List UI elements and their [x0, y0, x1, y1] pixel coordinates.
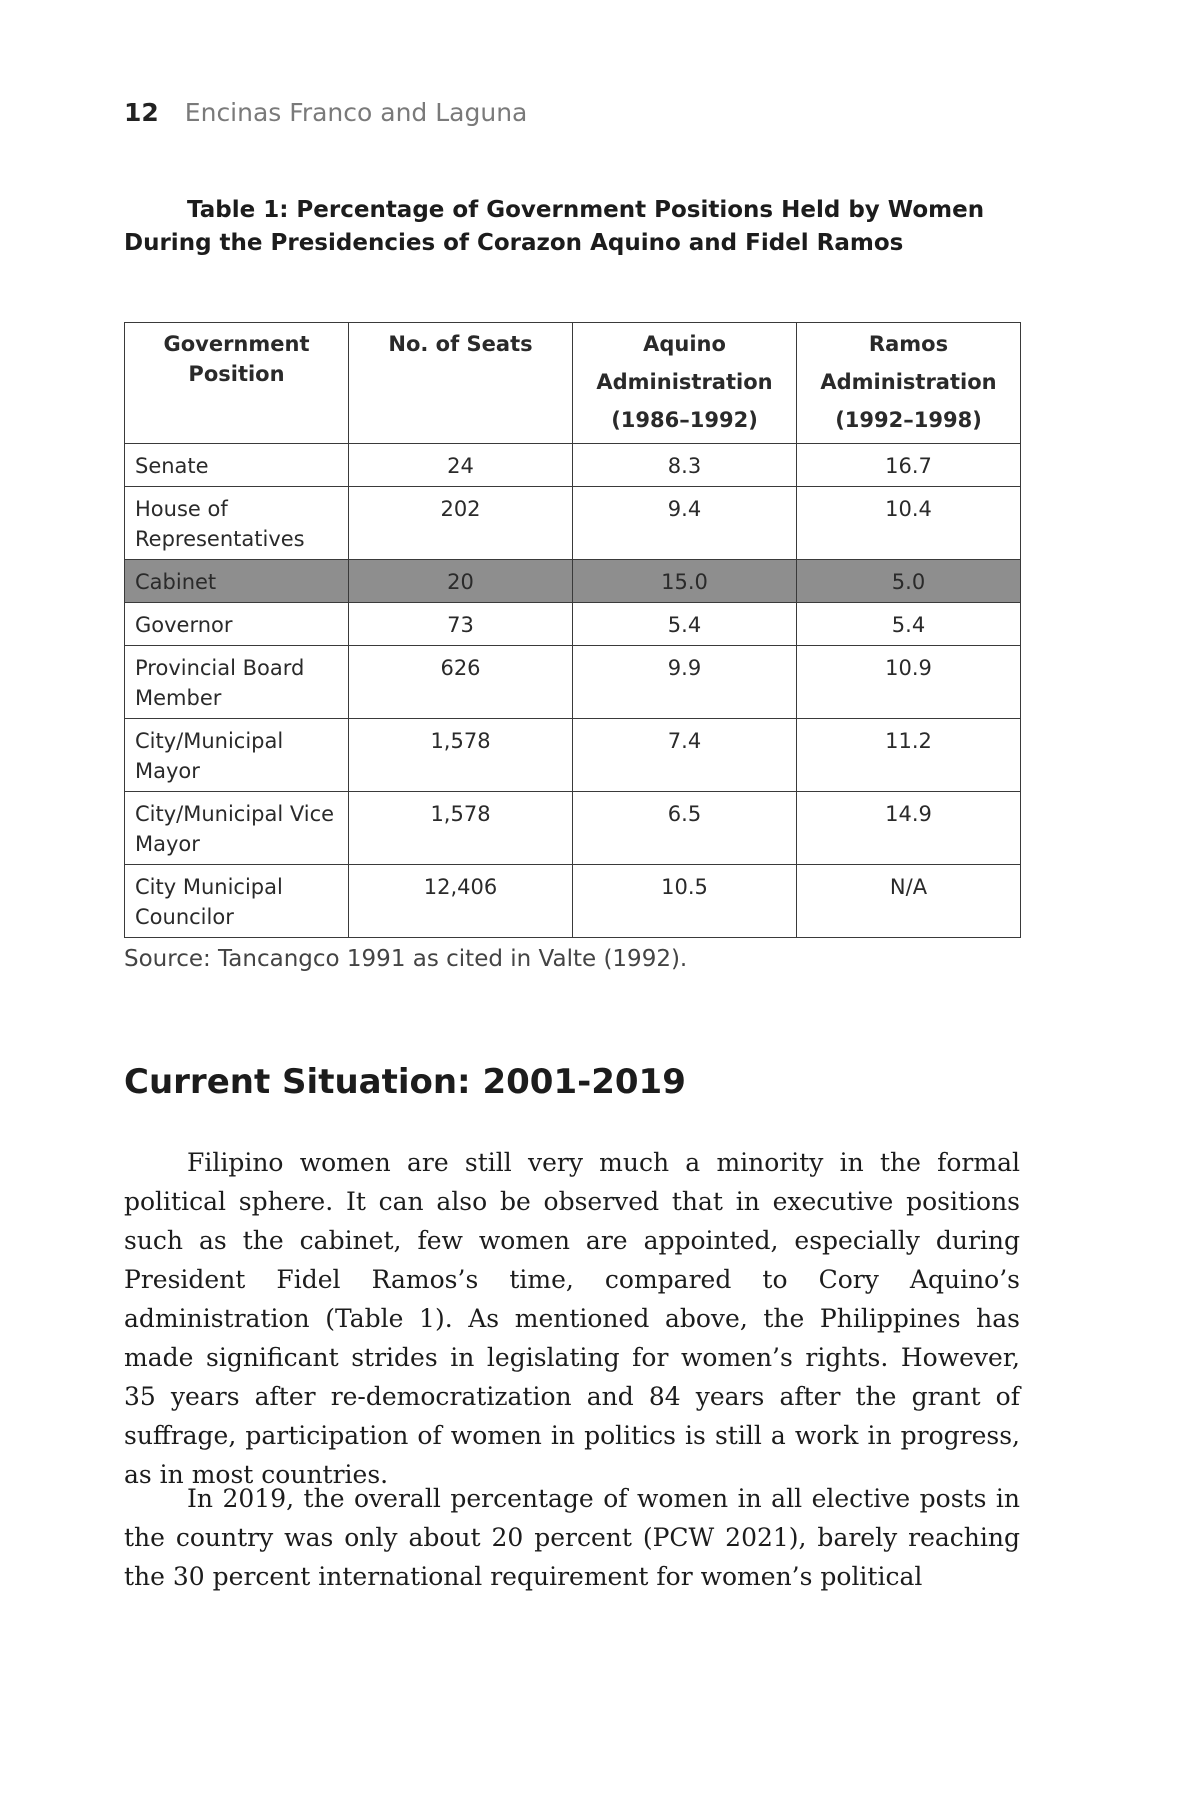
- running-header: [124, 98, 527, 128]
- table-row: [125, 646, 1021, 719]
- body-paragraph: Filipino women are still very much a minority in the formal political sphere. It can also be observed that in executive positions such as the cabinet, few women are appointed, especially during President Fidel Ramos’s time, compared to Cory Aquino’s administration (Table 1). As mentioned above, the Philippines has made significant strides in legislating for women’s rights. However, 35 years after re-democratization and 84 years after the grant of suffrage, participation of women in politics is still a work in progress, as in most countries.: [124, 1148, 1020, 1489]
- table-header-row: [125, 323, 1021, 444]
- cell-seats: 626: [349, 646, 573, 719]
- cell-aquino: 9.4: [573, 487, 797, 560]
- column-header-aquino: Aquino Administration (1986–1992): [573, 323, 797, 444]
- cell-aquino: 15.0: [573, 560, 797, 603]
- cell-ramos: 14.9: [797, 792, 1021, 865]
- cell-ramos: 11.2: [797, 719, 1021, 792]
- cell-ramos: 10.4: [797, 487, 1021, 560]
- cell-aquino: 8.3: [573, 444, 797, 487]
- cell-aquino: 5.4: [573, 603, 797, 646]
- running-head-authors: Encinas Franco and Laguna: [184, 98, 528, 127]
- table-source-note: Source: Tancangco 1991 as cited in Valte (1992).: [124, 946, 688, 972]
- cell-position: City/Municipal Vice Mayor: [125, 792, 349, 865]
- table-row: [125, 444, 1021, 487]
- cell-seats: 202: [349, 487, 573, 560]
- cell-seats: 1,578: [349, 719, 573, 792]
- table-row: [125, 487, 1021, 560]
- table-row: [125, 792, 1021, 865]
- cell-aquino: 9.9: [573, 646, 797, 719]
- cell-aquino: 7.4: [573, 719, 797, 792]
- cell-position: House of Representatives: [125, 487, 349, 560]
- cell-aquino: 10.5: [573, 865, 797, 938]
- cell-position: Cabinet: [125, 560, 349, 603]
- cell-position: Senate: [125, 444, 349, 487]
- cell-ramos: 10.9: [797, 646, 1021, 719]
- column-header-position: Government Position: [125, 323, 349, 444]
- table-row-highlighted: [125, 560, 1021, 603]
- page-number: 12: [124, 98, 159, 127]
- body-paragraph: In 2019, the overall percentage of women in all elective posts in the country was only about 20 percent (PCW 2021), barely reaching the 30 percent international requirement for women’s political: [124, 1484, 1020, 1591]
- table-row: [125, 603, 1021, 646]
- table-row: [125, 865, 1021, 938]
- cell-position: Provincial Board Member: [125, 646, 349, 719]
- cell-ramos: 16.7: [797, 444, 1021, 487]
- cell-seats: 12,406: [349, 865, 573, 938]
- table-caption: [124, 194, 1019, 260]
- cell-aquino: 6.5: [573, 792, 797, 865]
- cell-position: City Municipal Councilor: [125, 865, 349, 938]
- cell-position: City/Municipal Mayor: [125, 719, 349, 792]
- table-row: [125, 719, 1021, 792]
- column-header-ramos: Ramos Administration (1992–1998): [797, 323, 1021, 444]
- cell-ramos: N/A: [797, 865, 1021, 938]
- cell-seats: 20: [349, 560, 573, 603]
- cell-seats: 24: [349, 444, 573, 487]
- table-caption-text: Table 1: Percentage of Government Positions Held by Women During the Presidencies of Corazon Aquino and Fidel Ramos: [124, 197, 985, 256]
- cell-seats: 73: [349, 603, 573, 646]
- column-header-seats: No. of Seats: [349, 323, 573, 444]
- cell-ramos: 5.0: [797, 560, 1021, 603]
- data-table: [124, 322, 1021, 938]
- cell-position: Governor: [125, 603, 349, 646]
- section-heading: Current Situation: 2001-2019: [124, 1062, 686, 1102]
- cell-ramos: 5.4: [797, 603, 1021, 646]
- cell-seats: 1,578: [349, 792, 573, 865]
